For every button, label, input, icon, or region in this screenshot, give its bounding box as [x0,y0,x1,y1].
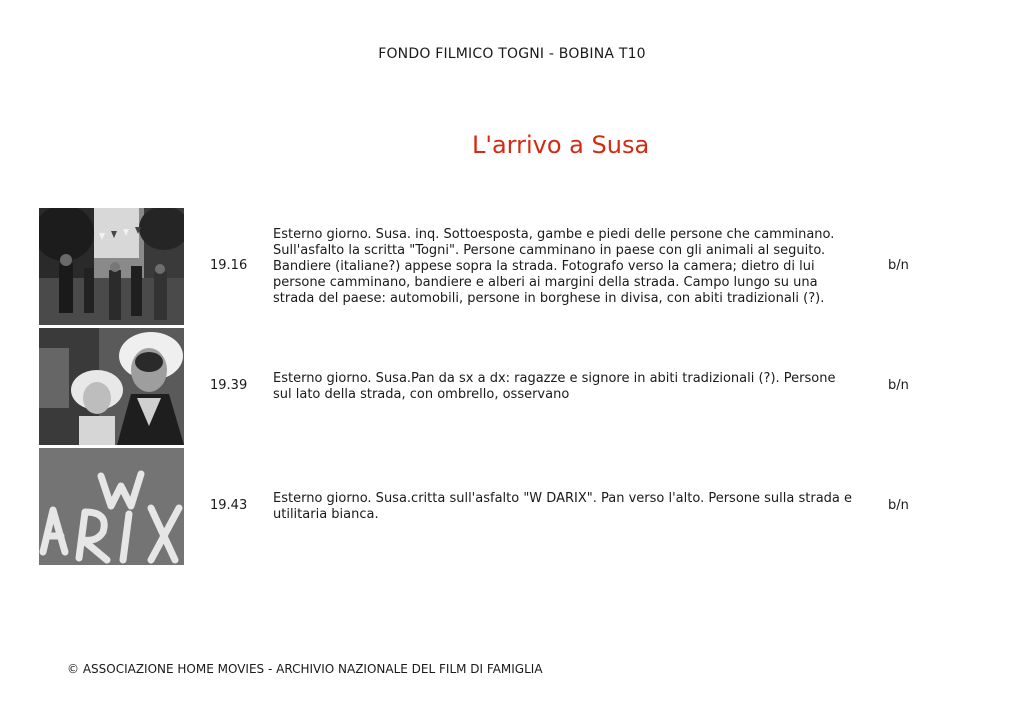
footer-copyright: © ASSOCIAZIONE HOME MOVIES - ARCHIVIO NAZIONALE DEL FILM DI FAMIGLIA [67,662,543,676]
page-title: L'arrivo a Susa [472,131,650,159]
table-row [0,328,1024,446]
scene-format: b/n [888,258,909,273]
scene-timecode: 19.43 [210,498,248,513]
scene-description: Esterno giorno. Susa.critta sull'asfalto "W DARIX". Pan verso l'alto. Persone sulla strada e utilitaria bianca. [273,491,853,522]
scene-timecode: 19.39 [210,378,248,393]
scene-timecode: 19.16 [210,258,248,273]
scene-format: b/n [888,498,909,513]
scene-description: Esterno giorno. Susa. inq. Sottoesposta, gambe e piedi delle persone che camminano. Sull'asfalto la scritta "Togni". Persone camminano in paese con gli animali al seguito. Bandiere (italiane?) appese sopra la strada. Fotografo verso la camera; dietro di lui persone camminano, bandiere e alberi ai margini della strada. Campo lungo su una strada del paese: automobili, persone in borghese in divisa, con abiti tradizionali (?). [273,227,835,306]
scene-thumbnail-asphalt-writing [39,448,184,565]
table-row [0,448,1024,566]
document-header: FONDO FILMICO TOGNI - BOBINA T10 [378,46,646,62]
scene-format: b/n [888,378,909,393]
table-row [0,208,1024,326]
scene-description: Esterno giorno. Susa.Pan da sx a dx: ragazze e signore in abiti tradizionali (?). Persone sul lato della strada, con ombrello, osservano [273,371,836,402]
scene-thumbnail-street-crowd [39,208,184,325]
scene-thumbnail-women-traditional-dress [39,328,184,445]
